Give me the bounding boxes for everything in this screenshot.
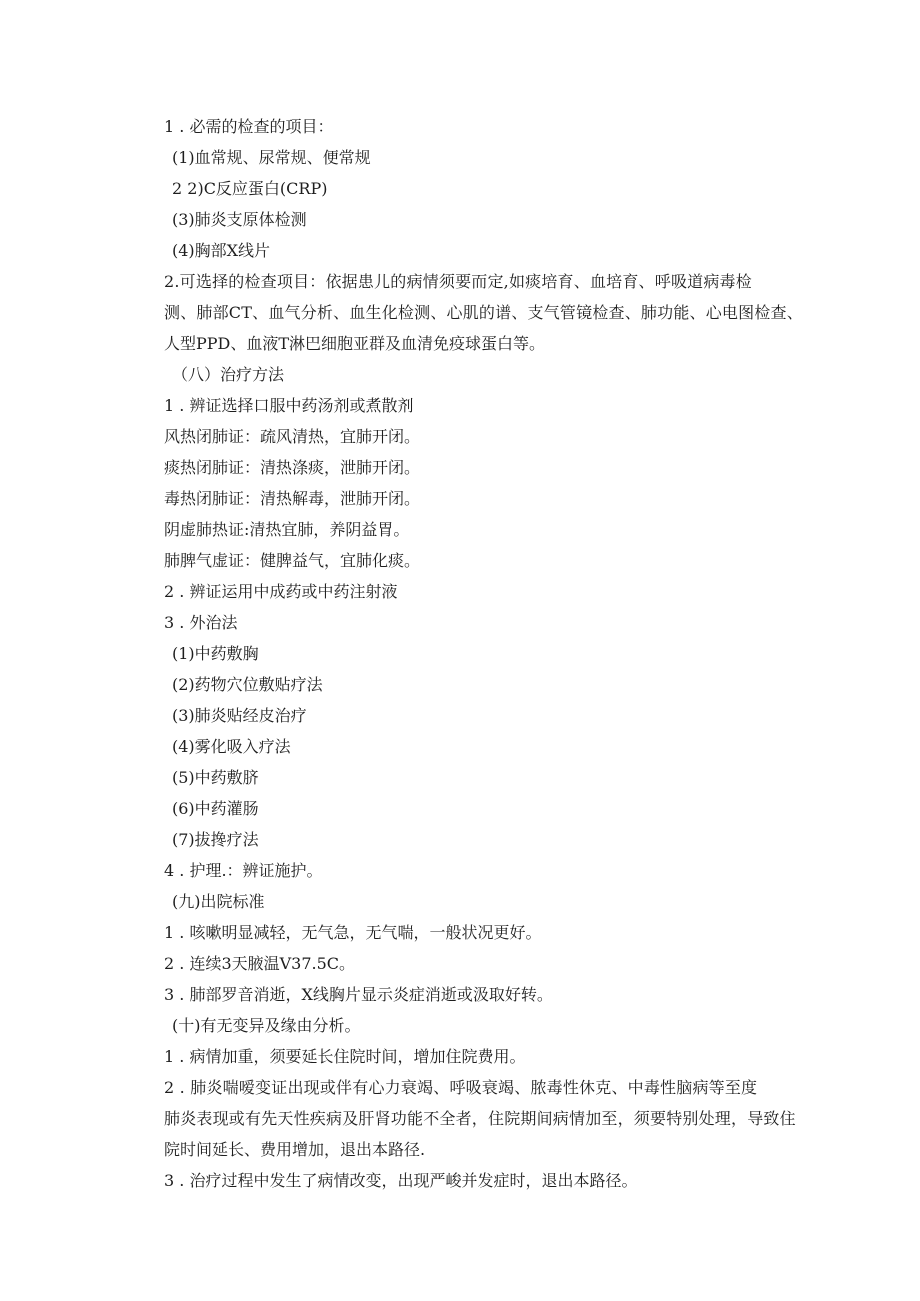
exam-item-4: (4)胸部X线片 bbox=[172, 241, 271, 260]
syndrome-1: 风热闭肺证：疏风清热，宜肺开闭。 bbox=[164, 427, 421, 446]
exam-item-1: (1)血常规、尿常规、便常规 bbox=[172, 148, 371, 167]
external-4: (4)雾化吸入疗法 bbox=[172, 737, 291, 756]
variation-item-3: 3 . 治疗过程中发生了病情改变，出现严峻并发症时，退出本路径。 bbox=[164, 1171, 638, 1190]
exam-item-3: (3)肺炎支原体检测 bbox=[172, 210, 307, 229]
external-1: (1)中药敷胸 bbox=[172, 644, 259, 663]
variation-item-2-line-1: 2 . 肺炎喘嗳变证出现或伴有心力衰竭、呼吸衰竭、脓毒性休克、中毒性脑病等至度 bbox=[164, 1078, 758, 1097]
variation-item-2-line-2: 肺炎表现或有先天性疾病及肝肾功能不全者，住院期间病情加至，须要特别处理，导致住 bbox=[164, 1109, 796, 1128]
discharge-heading: (九)出院标准 bbox=[172, 892, 265, 911]
treatment-heading: （八）治疗方法 bbox=[172, 365, 285, 384]
variation-item-1: 1 . 病情加重，须要延长住院时间，增加住院费用。 bbox=[164, 1047, 526, 1066]
syndrome-2: 痰热闭肺证：清热涤痰，泄肺开闭。 bbox=[164, 458, 421, 477]
discharge-item-3: 3 . 肺部罗音消逝，X线胸片显示炎症消逝或汲取好转。 bbox=[164, 985, 553, 1004]
treatment-item-2: 2 . 辨证运用中成药或中药注射液 bbox=[164, 582, 398, 601]
discharge-item-2: 2 . 连续3天腋温V37.5C。 bbox=[164, 954, 356, 973]
syndrome-4: 阴虚肺热证:清热宜肺，养阴益胃。 bbox=[164, 520, 410, 539]
exam-optional-line-1: 2.可选择的检查项目：依据患儿的病情须要而定,如痰培育、血培育、呼吸道病毒检 bbox=[164, 272, 752, 291]
syndrome-3: 毒热闭肺证：清热解毒，泄肺开闭。 bbox=[164, 489, 421, 508]
variation-item-2-line-3: 院时间延长、费用增加，退出本路径. bbox=[164, 1140, 426, 1159]
external-7: (7)拔搀疗法 bbox=[172, 830, 259, 849]
exam-required-heading: 1 . 必需的检查的项目： bbox=[164, 117, 334, 136]
external-2: (2)药物穴位敷贴疗法 bbox=[172, 675, 323, 694]
variation-heading: (十)有无变异及缘由分析。 bbox=[172, 1016, 361, 1035]
discharge-item-1: 1 . 咳嗽明显减轻，无气急，无气喘，一般状况更好。 bbox=[164, 923, 542, 942]
external-5: (5)中药敷脐 bbox=[172, 768, 259, 787]
exam-optional-line-3: 人型PPD、血液T淋巴细胞亚群及血清免疫球蛋白等。 bbox=[164, 334, 546, 353]
external-3: (3)肺炎贴经皮治疗 bbox=[172, 706, 307, 725]
exam-optional-line-2: 测、肺部CT、血气分析、血生化检测、心肌的谱、支气管镜检查、肺功能、心电图检查、 bbox=[164, 303, 803, 322]
treatment-item-3: 3 . 外治法 bbox=[164, 613, 238, 632]
external-6: (6)中药灌肠 bbox=[172, 799, 259, 818]
treatment-item-1: 1 . 辨证选择口服中药汤剂或煮散剂 bbox=[164, 396, 414, 415]
syndrome-5: 肺脾气虚证：健脾益气，宜肺化痰。 bbox=[164, 551, 421, 570]
exam-item-2: 2 2)C反应蛋白(CRP) bbox=[172, 179, 328, 198]
treatment-item-4: 4 . 护理.：辨证施护。 bbox=[164, 861, 323, 880]
